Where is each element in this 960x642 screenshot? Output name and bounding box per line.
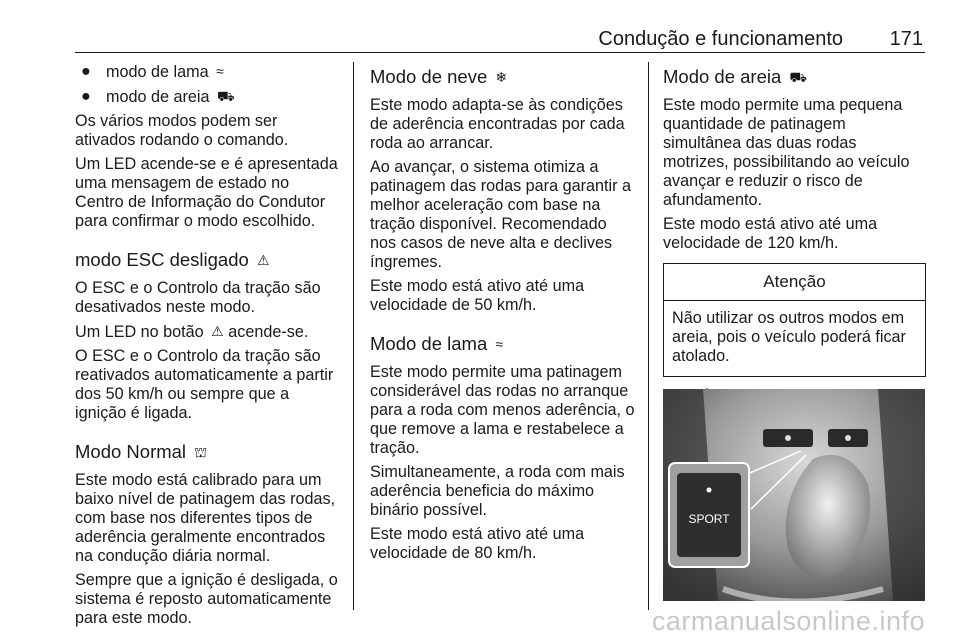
column-right	[663, 62, 926, 418]
sport-button-label: SPORT	[688, 512, 730, 526]
watermark: carmanualsonline.info	[651, 606, 925, 636]
chapter-title: Condução e funcionamento	[598, 28, 843, 50]
list-item-text: modo de areia	[106, 88, 210, 106]
paragraph-text: Um LED no botão	[75, 323, 204, 341]
page-number: 171	[889, 28, 923, 50]
heading-text: Modo de areia	[663, 66, 782, 87]
mud-mode-icon: ≈	[216, 63, 224, 79]
paragraph-text: acende-se.	[228, 323, 309, 341]
bullet-dot: ●	[81, 62, 91, 80]
list-item	[75, 62, 341, 82]
list-item	[75, 87, 341, 107]
column-divider	[353, 62, 354, 610]
paragraph: Este modo está ativo até uma velocidade de 120 km/h.	[663, 215, 878, 252]
section-heading	[663, 66, 926, 88]
paragraph: O ESC e o Controlo da tração são reativados automaticamente a partir dos 50 km/h ou sempre que a ignição é ligada.	[75, 347, 334, 422]
section-heading	[370, 66, 636, 88]
paragraph: Os vários modos podem ser ativados rodando o comando.	[75, 112, 289, 149]
paragraph: Este modo está ativo até uma velocidade de 50 km/h.	[370, 277, 585, 314]
paragraph	[75, 322, 341, 342]
heading-text: modo ESC desligado	[75, 249, 249, 270]
sand-mode-icon: ⛟	[789, 69, 808, 85]
snow-mode-icon: ❄	[495, 69, 508, 85]
section-heading	[75, 441, 341, 463]
column-left	[75, 62, 341, 633]
paragraph: Simultaneamente, a roda com mais aderência beneficia do máximo binário possível.	[370, 463, 625, 519]
drive-mode-photo	[663, 389, 925, 601]
page-header	[75, 26, 925, 53]
paragraph: Este modo adapta-se às condições de aderência encontradas por cada roda ao arrancar.	[370, 96, 625, 152]
heading-text: Modo Normal	[75, 441, 187, 462]
bullet-dot: ●	[81, 87, 91, 105]
paragraph: Sempre que a ignição é desligada, o sistema é reposto automaticamente para este modo.	[75, 571, 338, 627]
esc-off-icon: ⚠	[256, 252, 270, 268]
paragraph: Ao avançar, o sistema otimiza a patinagem das rodas para garantir a melhor aceleração com base na tração disponível. Recomendado nos casos de neve alta e declives íngremes.	[370, 158, 631, 271]
paragraph: Este modo permite uma pequena quantidade de patinagem simultânea das duas rodas motrizes, possibilitando ao veículo avançar e reduzir o risco de afundamento.	[663, 96, 910, 209]
notice-title: Atenção	[664, 264, 925, 301]
paragraph: Este modo está ativo até uma velocidade de 80 km/h.	[370, 525, 585, 562]
section-heading	[370, 333, 636, 355]
column-divider	[648, 62, 649, 610]
drive-mode-illustration	[663, 389, 925, 601]
paragraph: O ESC e o Controlo da tração são desativados neste modo.	[75, 279, 321, 316]
normal-mode-icon: ⛫	[194, 444, 208, 460]
esc-off-icon: ⚠	[211, 323, 224, 339]
sand-mode-icon: ⛟	[217, 88, 235, 104]
heading-text: Modo de neve	[370, 66, 488, 87]
column-middle	[370, 62, 636, 568]
paragraph: Um LED acende-se e é apresentada uma mensagem de estado no Centro de Informação do Condutor para confirmar o modo escolhido.	[75, 155, 338, 230]
heading-text: Modo de lama	[370, 333, 488, 354]
paragraph: Este modo permite uma patinagem considerável das rodas no arranque para a roda com menos aderência, o que remove a lama e restabelece a tração.	[370, 363, 635, 457]
list-item-text: modo de lama	[106, 63, 209, 81]
paragraph: Este modo está calibrado para um baixo nível de patinagem das rodas, com base nos diferentes tipos de aderência geralmente encontrados na condução diária normal.	[75, 471, 336, 565]
notice-body: Não utilizar os outros modos em areia, pois o veículo poderá ficar atolado.	[672, 309, 906, 365]
mud-mode-icon: ≈	[495, 336, 504, 352]
section-heading	[75, 249, 341, 271]
notice-box	[663, 263, 926, 377]
